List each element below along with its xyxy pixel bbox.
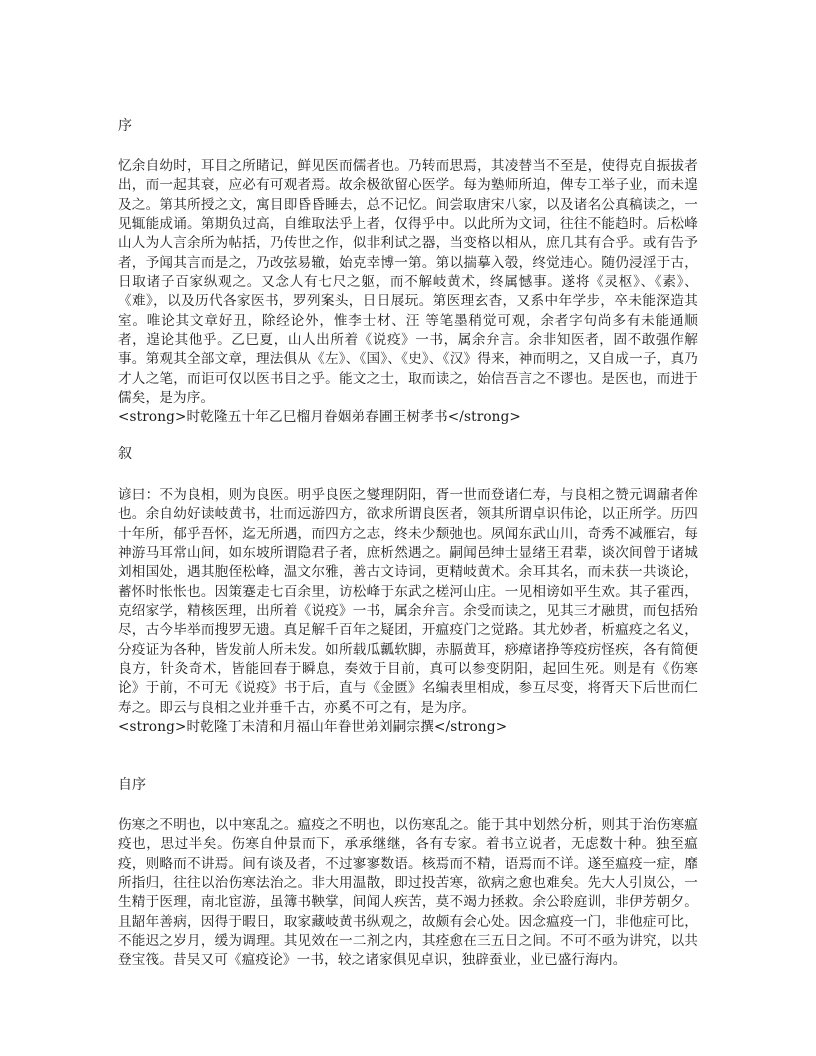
- preface-signature: <strong>时乾隆五十年乙巳榴月眷姻弟春圃王树孝书</strong>: [118, 409, 521, 426]
- preface-heading: 序: [118, 118, 132, 134]
- foreword-signature: <strong>时乾隆丁未清和月福山年眷世弟刘嗣宗撰</strong>: [118, 719, 508, 736]
- foreword-body: [118, 486, 698, 737]
- author-preface-text: 伤寒之不明也，以中寒乱之。瘟疫之不明也，以伤寒乱之。能于其中划然分析，则其于治伤寒瘟疫也，思过半矣。伤寒自仲景而下，承承继继，各有专家。着书立说者，无虑数十种。独至瘟疫，则略而不讲焉。间有谈及者，不过寥寥数语。核焉而不精，语焉而不详。遂至瘟疫一症，靡所指归，往往以治伤寒法治之。非大用温散，即过投苦寒，欲病之愈也难矣。先大人引岚公，一生精于医理，南北宦游，虽簿书鞅掌，间闻人疾苦，莫不竭力拯救。余公聆庭训，非伊芳朝夕。且龆年善病，因得于暇日，取家藏岐黄书纵观之，故颇有会心处。因念瘟疫一门，非他症可比，不能迟之岁月，缓为调理。其见效在一二剂之内，其痊愈在三五日之间。不可不亟为讲究，以共登宝筏。昔吴又可《瘟疫论》一书，较之诸家俱见卓识，独辟蚕业，业已盛行海内。: [118, 817, 698, 969]
- foreword-heading: 叙: [118, 446, 132, 462]
- foreword-text: 谚曰：不为良相，则为良医。明乎良医之燮理阴阳，胥一世而登诸仁寿，与良相之赞元调鼐者侔也。余自幼好读岐黄书，壮而远游四方，欲求所谓良医者，领其所谓卓识伟论，以正所学。历四十年所，郁乎吾怀，迄无所遇，而四方之志，终未少颓弛也。夙闻东武山川，奇秀不减雁宕，每神游马耳常山间，如东坡所谓隐君子者，庶析然遇之。嗣闻邑绅士显绪王君辈，谈次间曾于诸城刘相国处，遇其胞侄松峰，温文尔雅，善古文诗词，更精岐黄术。余耳其名，而未获一共谈论，蓄怀时怅怅也。因策蹇走七百余里，访松峰于东武之槎河山庄。一见相谤如平生欢。其子霍西，克绍家学，精核医理，出所着《说疫》一书，属余弁言。余受而读之，见其三才融贯，而包括殆尽，古今毕举而搜罗无遗。真足解千百年之疑团，开瘟疫门之觉路。其尤妙者，析瘟疫之名义，分疫证为各种，皆发前人所未发。如所载瓜瓤软脚，赤膈黄耳，痧瘴诸挣等疫疠怪疾，各有简便良方，针灸奇术，皆能回春于瞬息，奏效于目前，真可以参变阴阳，起回生死。则是有《伤寒论》于前，不可无《说疫》书于后，直与《金匮》名编表里相成，参互尽变，将胥天下后世而仁寿之。即云与良相之业并垂千古，亦奚不可之有，是为序。: [118, 487, 698, 716]
- author-preface-heading: 自序: [118, 777, 146, 793]
- author-preface-body: [118, 816, 698, 971]
- preface-text: 忆余自幼时，耳目之所睹记，鲜见医而儒者也。乃转而思焉，其凌替当不至是，使得克自振拔者出，而一起其衰，应必有可观者焉。故余极欲留心医学。每为塾师所迫，俾专工举子业，而未遑及之。第其所授之文，寓目即昏昏睡去，总不记忆。间尝取唐宋八家，以及诸名公真稿读之，一见辄能成诵。第期负过高，自维取法乎上者，仅得乎中。以此所为文词，往往不能趋时。后松峰山人为人言余所为帖括，乃传世之作，似非利试之器，当变格以相从，庶几其有合乎。或有告予者，予闻其言而是之，乃改弦易辙，始克幸博一第。第以揣摹入彀，终觉违心。随仍浸淫于古，日取诸子百家纵观之。又念人有七尺之躯，而不解岐黄术，终属憾事。遂将《灵枢》、《素》、《难》，以及历代各家医书，罗列案头，日日展玩。第医理玄杳，又系中年学步，卒未能深造其室。唯论其文章好丑，除经论外，惟李士材、汪 等笔墨稍觉可观，余者字句尚多有未能通顺者，遑论其他乎。乙巳夏，山人出所着《说疫》一书，属余弁言。余非知医者，固不敢强作解事。第观其全部文章，理法俱从《左》、《国》、《史》、《汉》得来，神而明之，又自成一子，真乃才人之笔，而讵可仅以医书目之乎。能文之士，取而读之，始信吾言之不谬也。是医也，而进于儒矣，是为序。: [118, 158, 698, 407]
- preface-body: [118, 157, 698, 428]
